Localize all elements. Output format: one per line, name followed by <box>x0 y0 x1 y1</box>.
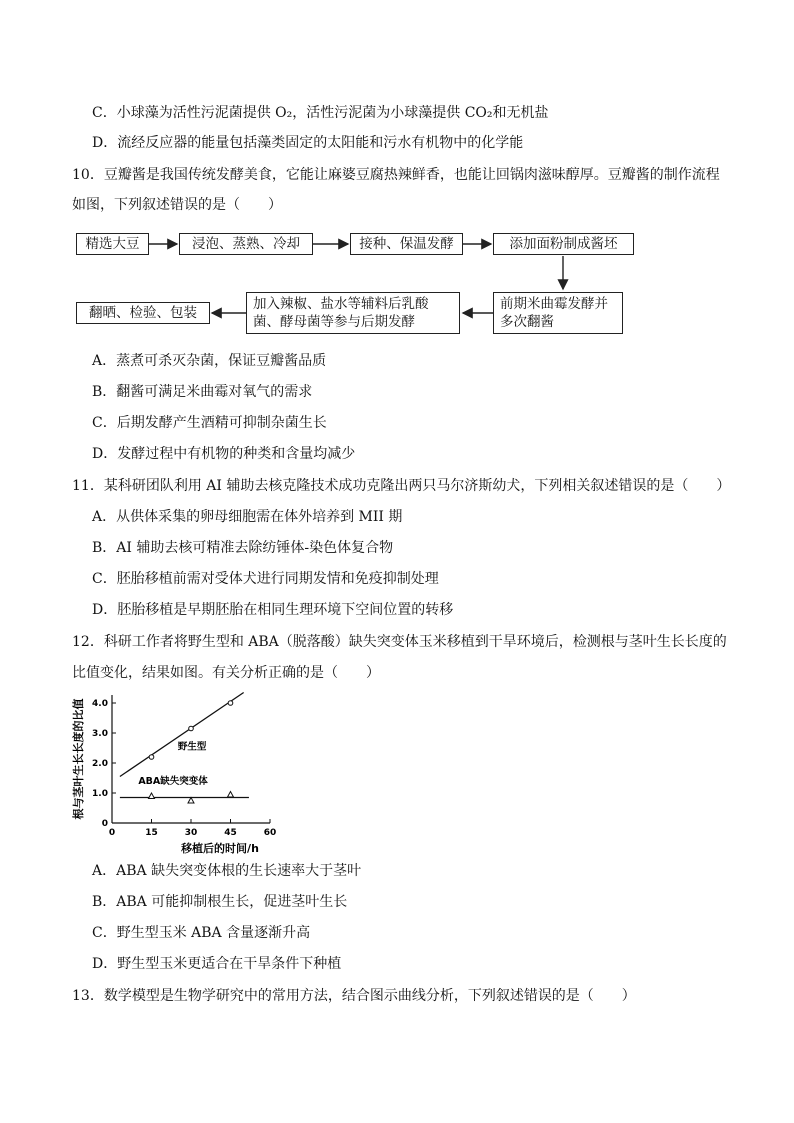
series-label-wildtype: 野生型 <box>177 741 207 753</box>
q11-option-b: B．AI 辅助去核可精准去除纺锤体-染色体复合物 <box>92 540 394 556</box>
q10-stem-line2: 如图，下列叙述错误的是（ ） <box>72 197 282 213</box>
data-point-circle <box>149 755 154 760</box>
chart-marks <box>120 693 249 804</box>
q12-option-b: B．ABA 可能抑制根生长，促进茎叶生长 <box>92 894 348 910</box>
q10-option-d: D．发酵过程中有机物的种类和含量均减少 <box>92 446 356 462</box>
flow-box-dry-inspect-pack: 翻晒、检验、包装 <box>76 302 210 324</box>
chart-axes <box>92 695 276 838</box>
y-tick-label: 4.0 <box>92 699 108 709</box>
flow-box-soak-steam-cool: 浸泡、蒸熟、冷却 <box>179 233 313 255</box>
chart-x-axis-label: 移植后的时间/h <box>181 842 259 855</box>
q10-option-b: B．翻酱可满足米曲霉对氧气的需求 <box>92 384 313 400</box>
flow-arrows <box>0 0 794 360</box>
x-tick-label: 0 <box>108 828 116 838</box>
q10-stem-line1: 10．豆瓣酱是我国传统发酵美食，它能让麻婆豆腐热辣鲜香，也能让回锅肉滋味醇厚。豆瓣酱的制作流程 <box>72 167 720 183</box>
q13-stem: 13．数学模型是生物学研究中的常用方法，结合图示曲线分析，下列叙述错误的是（ ） <box>72 988 636 1004</box>
flow-box-inoculate-ferment: 接种、保温发酵 <box>350 233 463 255</box>
x-tick-label: 30 <box>184 828 198 838</box>
q10-option-c: C．后期发酵产生酒精可抑制杂菌生长 <box>92 415 327 431</box>
y-tick-label: 0 <box>101 819 108 829</box>
flow-box-early-line1: 前期米曲霉发酵并 <box>500 296 608 312</box>
series-label-aba-mutant: ABA缺失突变体 <box>138 776 208 787</box>
q11-option-d: D．胚胎移植是早期胚胎在相同生理环境下空间位置的转移 <box>92 602 454 618</box>
q12-option-d: D．野生型玉米更适合在干旱条件下种植 <box>92 956 342 972</box>
q12-chart <box>70 685 290 860</box>
x-tick-label: 45 <box>224 828 237 838</box>
y-tick-label: 1.0 <box>92 789 108 799</box>
flow-box-select-beans: 精选大豆 <box>76 233 149 255</box>
flow-box-early-line2: 多次翻酱 <box>500 314 554 330</box>
flow-box-late-line2: 菌、酵母菌等参与后期发酵 <box>253 314 415 330</box>
data-point-triangle <box>228 792 234 798</box>
y-tick-label: 3.0 <box>92 729 108 739</box>
chart-y-axis-label: 根与茎叶生长长度的比值 <box>72 698 85 820</box>
flow-box-add-flour: 添加面粉制成酱坯 <box>493 233 634 255</box>
series-trend-line <box>120 693 244 777</box>
q9-option-d: D．流经反应器的能量包括藻类固定的太阳能和污水有机物中的化学能 <box>92 135 524 151</box>
q12-option-c: C．野生型玉米 ABA 含量逐渐升高 <box>92 925 311 941</box>
data-point-triangle <box>188 798 194 804</box>
y-tick-label: 2.0 <box>92 759 108 769</box>
data-point-triangle <box>149 793 155 799</box>
x-tick-label: 60 <box>263 828 277 838</box>
data-point-circle <box>228 701 233 706</box>
data-point-circle <box>189 726 194 731</box>
q11-stem: 11．某科研团队利用 AI 辅助去核克隆技术成功克隆出两只马尔济斯幼犬，下列相关叙述错误的是（ ） <box>72 478 731 494</box>
x-tick-label: 15 <box>145 828 158 838</box>
q10-option-a: A．蒸煮可杀灭杂菌，保证豆瓣酱品质 <box>92 353 327 369</box>
q11-option-c: C．胚胎移植前需对受体犬进行同期发情和免疫抑制处理 <box>92 571 439 587</box>
flow-box-late-line1: 加入辣椒、盐水等辅料后乳酸 <box>253 296 429 312</box>
q12-stem-line1: 12．科研工作者将野生型和 ABA（脱落酸）缺失突变体玉米移植到干旱环境后，检测根与茎叶生长长度的 <box>72 634 727 650</box>
q12-option-a: A．ABA 缺失突变体根的生长速率大于茎叶 <box>92 863 362 879</box>
q12-stem-line2: 比值变化，结果如图。有关分析正确的是（ ） <box>72 665 380 681</box>
q11-option-a: A．从供体采集的卵母细胞需在体外培养到 MII 期 <box>92 509 403 525</box>
q9-option-c: C．小球藻为活性污泥菌提供 O₂，活性污泥菌为小球藻提供 CO₂和无机盐 <box>92 105 549 121</box>
